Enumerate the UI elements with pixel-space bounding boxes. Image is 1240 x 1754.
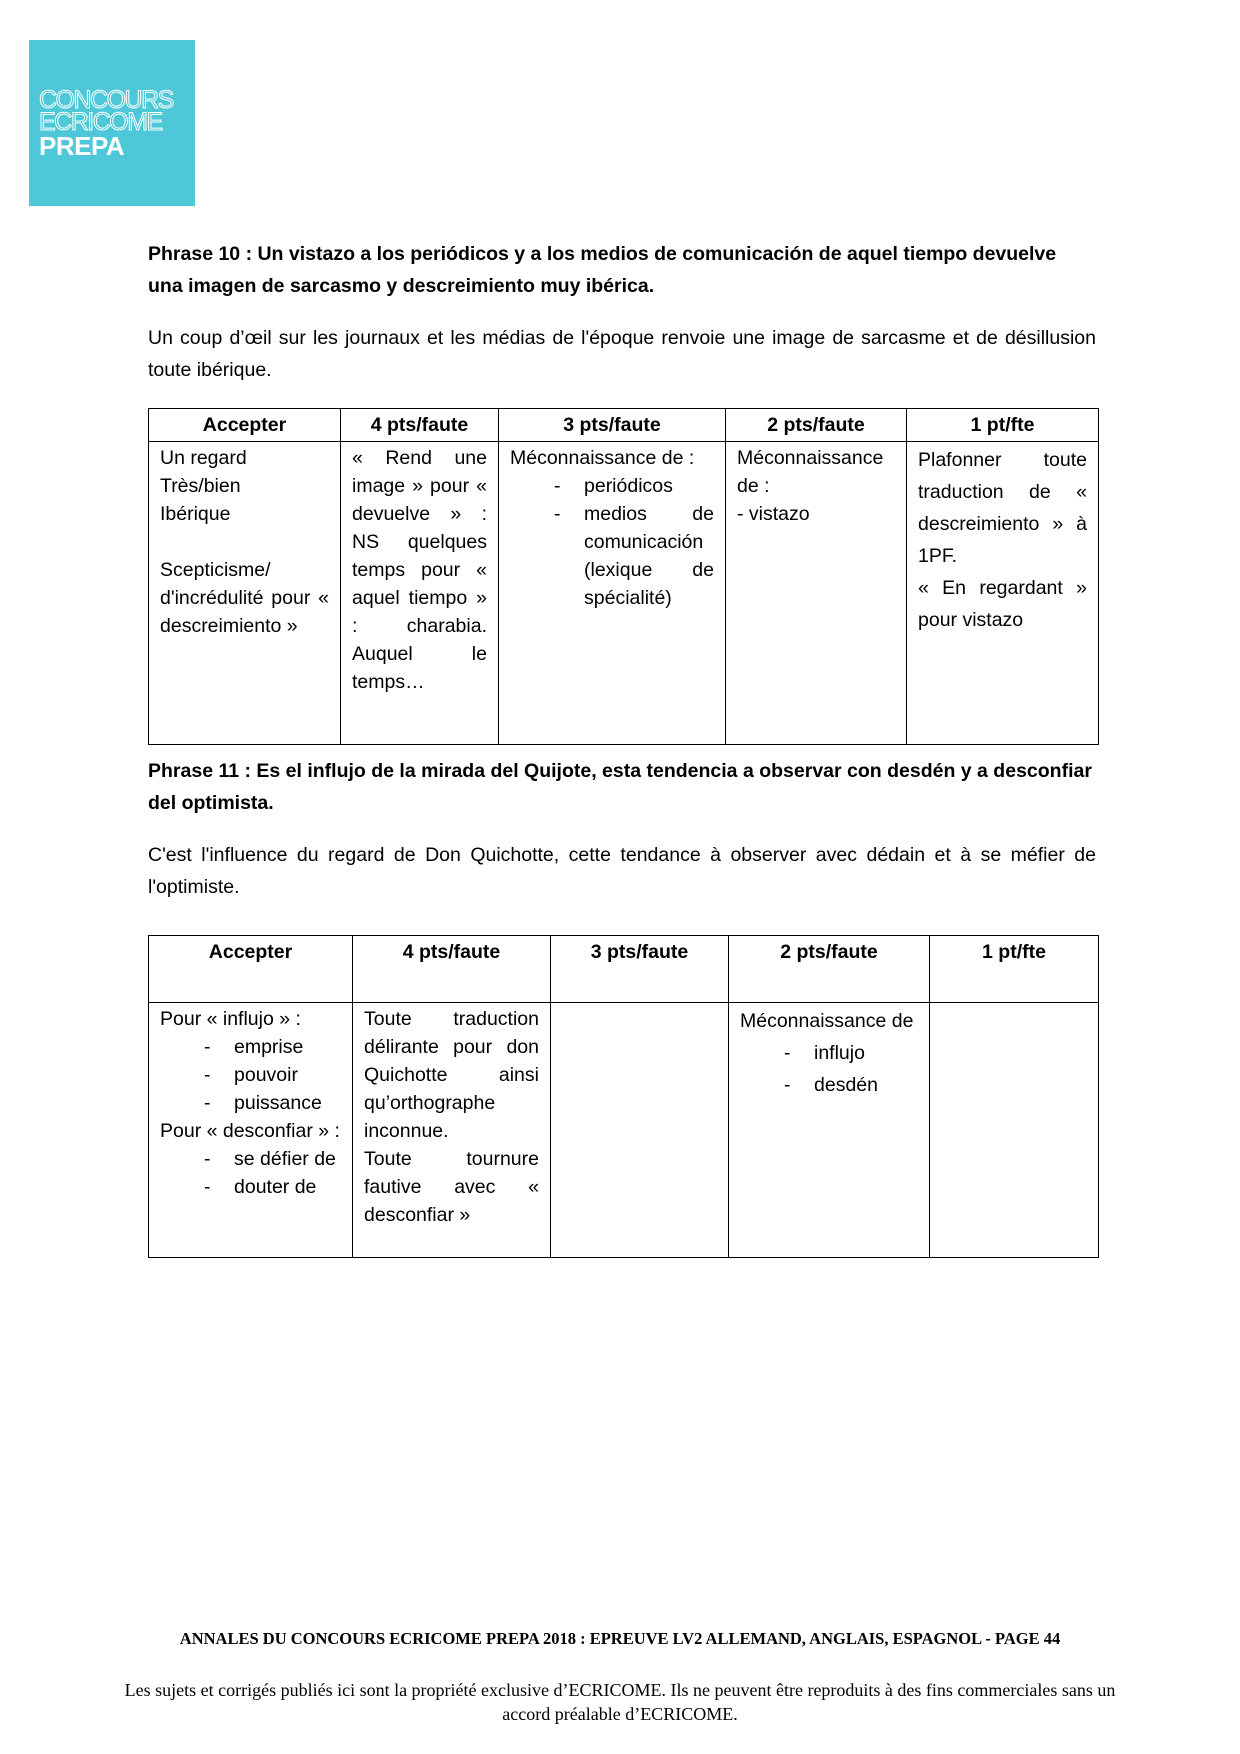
header-accepter: Accepter — [149, 409, 341, 442]
header-accepter: Accepter — [149, 936, 353, 1003]
cell-2pts — [726, 442, 907, 745]
cell-intro: Méconnaissance de : — [737, 447, 884, 497]
phrase-11-translation: C'est l'influence du regard de Don Quichotte, cette tendance à observer avec dédain et à se méfier de l'optimiste. — [148, 844, 1096, 898]
accepter-item: Très/bien — [160, 475, 241, 497]
header-2pts: 2 pts/faute — [729, 936, 930, 1003]
list-item: - pouvoir — [160, 1061, 341, 1089]
list-item: - se défier de — [160, 1145, 341, 1173]
cell-note: « En regardant » pour vistazo — [918, 577, 1087, 631]
table-header-row — [149, 409, 1099, 442]
accepter-item: Scepticisme/ d'incrédulité pour « descreimiento » — [160, 559, 329, 637]
cell-accepter — [149, 442, 341, 745]
list-item: - influjo — [740, 1037, 918, 1069]
logo-line-ecricome: ECRICOME — [39, 108, 162, 136]
header-2pts: 2 pts/faute — [726, 409, 907, 442]
footer-title: ANNALES DU CONCOURS ECRICOME PREPA 2018 : EPREUVE LV2 ALLEMAND, ANGLAIS, ESPAGNOL - PAGE 44 — [179, 1629, 1061, 1648]
header-4pts: 4 pts/faute — [353, 936, 551, 1003]
cell-4pts: « Rend une image » pour « devuelve » : NS quelques temps pour « aquel tiempo » : charabia. Auquel le temps… — [341, 442, 499, 745]
table-row — [149, 442, 1099, 745]
cell-intro: Pour « desconfiar » : — [160, 1120, 340, 1142]
cell-2pts — [729, 1003, 930, 1258]
list-item: - emprise — [160, 1033, 341, 1061]
accepter-item: Ibérique — [160, 503, 231, 525]
phrase-10-translation: Un coup d’œil sur les journaux et les médias de l'époque renvoie une image de sarcasme et de désillusion toute ibérique. — [148, 327, 1096, 381]
phrase-10-title: Phrase 10 : Un vistazo a los periódicos y a los medios de comunicación de aquel tiempo devuelve una imagen de sarcasmo y descreimiento muy ibérica. — [148, 243, 1057, 297]
cell-note: Toute traduction délirante pour don Quichotte ainsi qu’orthographe inconnue. — [364, 1008, 539, 1142]
cell-3pts — [551, 1003, 729, 1258]
logo-line-prepa: PREPA — [39, 131, 125, 161]
header-1pt: 1 pt/fte — [930, 936, 1099, 1003]
cell-1pt — [907, 442, 1099, 745]
list-item: - puissance — [160, 1089, 341, 1117]
header-3pts: 3 pts/faute — [551, 936, 729, 1003]
ecricome-logo — [29, 40, 195, 206]
cell-note: Plafonner toute traduction de « descreimiento » à 1PF. — [918, 449, 1087, 567]
footer-copyright: Les sujets et corrigés publiés ici sont la propriété exclusive d’ECRICOME. Ils ne peuvent être reproduits à des fins commerciales sans un accord préalable d’ECRICOME. — [124, 1680, 1116, 1724]
list-item: - periódicos — [510, 472, 714, 500]
cell-intro: Pour « influjo » : — [160, 1008, 301, 1030]
cell-1pt — [930, 1003, 1099, 1258]
grading-table-phrase-11 — [148, 935, 1099, 1258]
cell-intro: Méconnaissance de — [740, 1010, 914, 1032]
cell-intro: Méconnaissance de : — [510, 447, 695, 469]
list-item: - medios de comunicación (lexique de spécialité) — [510, 500, 714, 612]
phrase-11-title: Phrase 11 : Es el influjo de la mirada del Quijote, esta tendencia a observar con desdén y a desconfiar del optimista. — [148, 760, 1092, 814]
cell-4pts — [353, 1003, 551, 1258]
table-row — [149, 1003, 1099, 1258]
accepter-item: Un regard — [160, 447, 247, 469]
grading-table-phrase-10 — [148, 408, 1099, 745]
table-header-row — [149, 936, 1099, 1003]
cell-accepter — [149, 1003, 353, 1258]
cell-3pts — [499, 442, 726, 745]
page-content — [148, 238, 1096, 1258]
logo-line-concours: CONCOURS — [39, 86, 173, 114]
header-4pts: 4 pts/faute — [341, 409, 499, 442]
list-item: - vistazo — [737, 503, 810, 525]
cell-note: Toute tournure fautive avec « desconfiar » — [364, 1148, 539, 1226]
list-item: - desdén — [740, 1069, 918, 1101]
list-item: - douter de — [160, 1173, 341, 1201]
header-3pts: 3 pts/faute — [499, 409, 726, 442]
header-1pt: 1 pt/fte — [907, 409, 1099, 442]
